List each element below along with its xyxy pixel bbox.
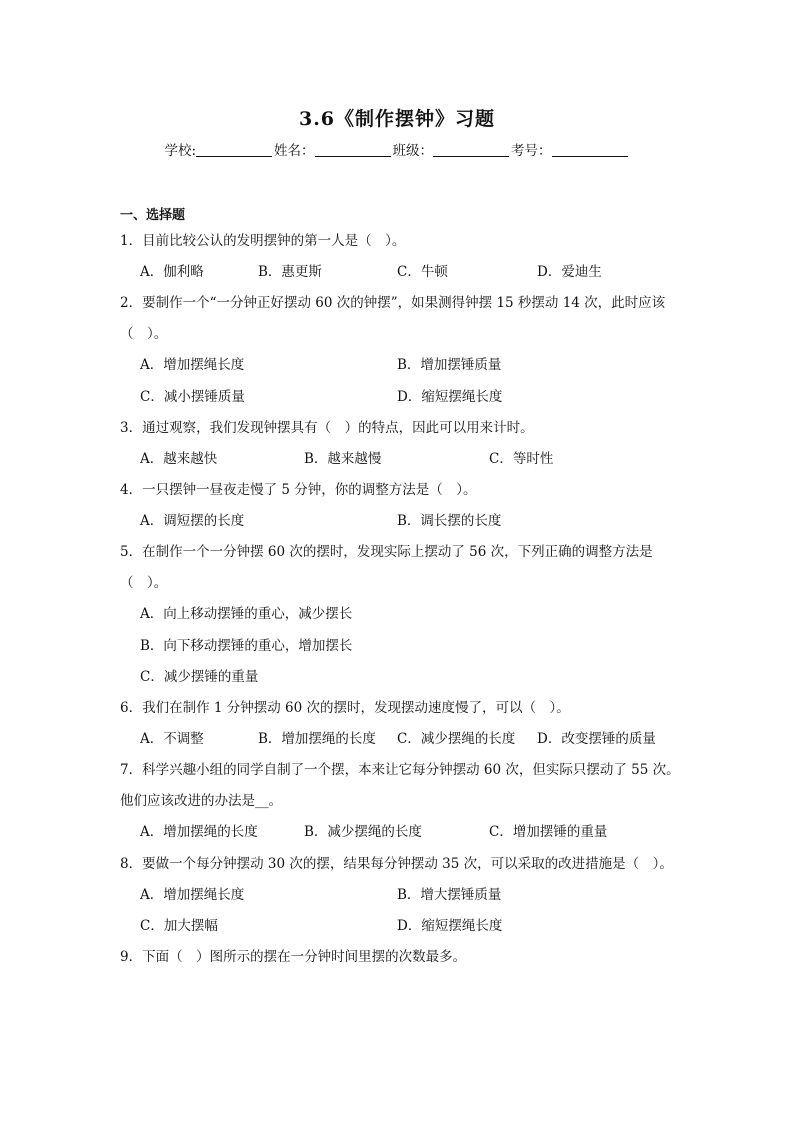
- q1-option-a: A．伽利略: [140, 264, 204, 280]
- q5-option-a: A．向上移动摆锤的重心，减少摆长: [140, 606, 353, 622]
- q6-option-b: B．增加摆绳的长度: [258, 731, 376, 747]
- question-4-stem: 4．一只摆钟一昼夜走慢了 5 分钟，你的调整方法是（ ）。: [120, 482, 477, 498]
- q2-option-b: B．增加摆锤质量: [397, 357, 502, 373]
- question-9-stem: 9．下面（ ）图所示的摆在一分钟时间里摆的次数最多。: [120, 949, 467, 965]
- student-info-line: [0, 139, 794, 159]
- name-label: 姓名：: [274, 143, 315, 159]
- q1-option-c: C．牛顿: [397, 264, 448, 280]
- class-blank: [433, 143, 509, 157]
- q6-option-c: C．减少摆绳的长度: [397, 731, 516, 747]
- section-heading: 一、选择题: [120, 208, 186, 223]
- question-3-stem: 3．通过观察，我们发现钟摆具有（ ）的特点，因此可以用来计时。: [120, 420, 534, 436]
- page-title: 3.6《制作摆钟》习题: [298, 108, 496, 130]
- question-1-stem: 1．目前比较公认的发明摆钟的第一人是（ ）。: [120, 233, 406, 249]
- question-7-stem-cont: 他们应该改进的办法是__。: [120, 793, 282, 809]
- question-2-stem: 2．要制作一个“一分钟正好摆动 60 次的钟摆”，如果测得钟摆 15 秒摆动 14 次，此时应该: [120, 295, 666, 311]
- q7-option-b: B．减少摆绳的长度: [304, 824, 422, 840]
- q3-option-a: A．越来越快: [140, 451, 218, 467]
- question-6-stem: 6．我们在制作 1 分钟摆动 60 次的摆时，发现摆动速度慢了，可以（ ）。: [120, 700, 570, 716]
- q5-option-b: B．向下移动摆锤的重心，增加摆长: [140, 638, 353, 654]
- q7-option-a: A．增加摆绳的长度: [140, 824, 258, 840]
- q3-option-b: B．越来越慢: [304, 451, 382, 467]
- q4-option-b: B．调长摆的长度: [397, 513, 502, 529]
- question-8-stem: 8．要做一个每分钟摆动 30 次的摆，结果每分钟摆动 35 次，可以采取的改进措施是（ ）。: [120, 856, 673, 872]
- question-5-stem: 5．在制作一个一分钟摆 60 次的摆时，发现实际上摆动了 56 次，下列正确的调整方法是: [120, 544, 653, 560]
- q2-option-d: D．缩短摆绳长度: [397, 389, 503, 405]
- name-blank: [315, 143, 391, 157]
- q5-option-c: C．减少摆锤的重量: [140, 669, 259, 685]
- q8-option-a: A．增加摆绳长度: [140, 887, 245, 903]
- q3-option-c: C．等时性: [489, 451, 554, 467]
- exam-no-label: 考号：: [511, 143, 552, 159]
- q1-option-d: D．爱迪生: [537, 264, 602, 280]
- q6-option-d: D．改变摆锤的质量: [537, 731, 656, 747]
- school-label: 学校:: [164, 143, 197, 159]
- q2-option-a: A．增加摆绳长度: [140, 357, 245, 373]
- q6-option-a: A．不调整: [140, 731, 204, 747]
- school-blank: [196, 143, 272, 157]
- q7-option-c: C．增加摆锤的重量: [489, 824, 608, 840]
- q8-option-d: D．缩短摆绳长度: [397, 918, 503, 934]
- q8-option-b: B．增大摆锤质量: [397, 887, 502, 903]
- q1-option-b: B．惠更斯: [258, 264, 322, 280]
- question-5-stem-cont: （ ）。: [120, 575, 168, 591]
- question-2-stem-cont: （ ）。: [120, 326, 168, 342]
- question-7-stem: 7．科学兴趣小组的同学自制了一个摆，本来让它每分钟摆动 60 次，但实际只摆动了 55 次。: [120, 762, 680, 778]
- q2-option-c: C．减小摆锤质量: [140, 389, 245, 405]
- q8-option-c: C．加大摆幅: [140, 918, 218, 934]
- exam-no-blank: [552, 143, 628, 157]
- q4-option-a: A．调短摆的长度: [140, 513, 245, 529]
- class-label: 班级：: [392, 143, 434, 159]
